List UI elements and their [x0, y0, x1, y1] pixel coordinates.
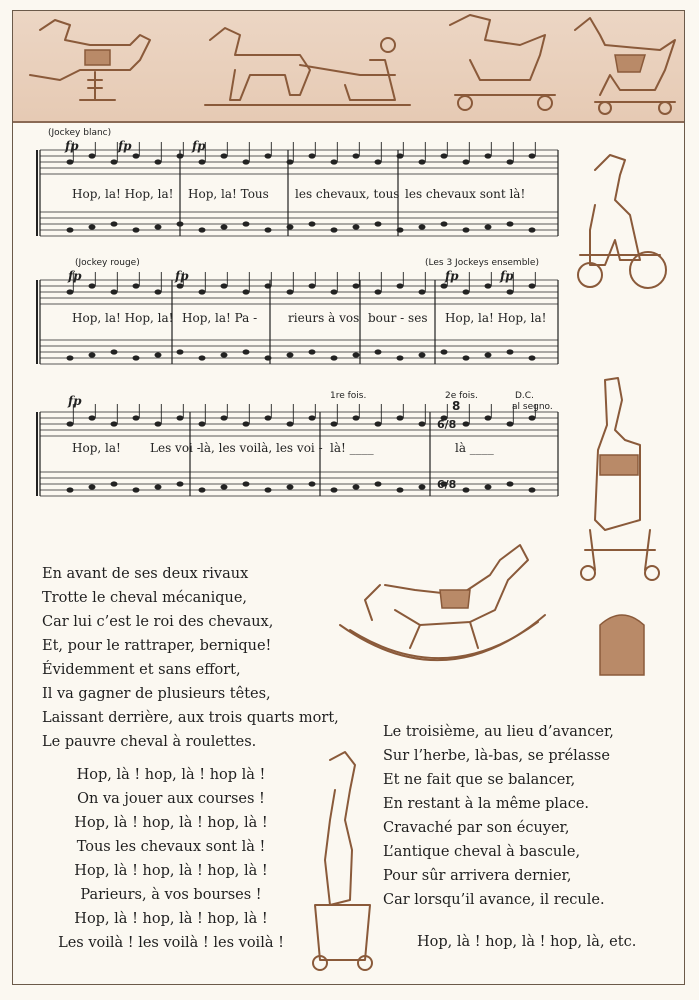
- lyric-syllables: là! ____: [330, 441, 374, 455]
- dynamic-mark: fp: [445, 269, 459, 283]
- volta-second: 2e fois.: [445, 391, 478, 401]
- part-label-jockey-rouge: (Jockey rouge): [75, 258, 140, 268]
- part-label-jockey-blanc: (Jockey blanc): [48, 128, 112, 138]
- right-refrain: Hop, là ! hop, là ! hop, là, etc.: [417, 934, 637, 950]
- verse-line: Et, pour le rattraper, bernique!: [42, 638, 272, 654]
- lyric-syllables: bour - ses: [368, 311, 428, 325]
- verse-line: Cravaché par son écuyer,: [383, 820, 570, 836]
- dynamic-mark: fp: [68, 269, 82, 283]
- mechanical-horse-icon: [581, 378, 659, 580]
- lyric-syllables: Hop, la! Hop, la!: [445, 311, 547, 325]
- time-signature-bass: 6/8: [437, 478, 457, 491]
- verse-line: Le troisième, au lieu d’avancer,: [383, 724, 614, 740]
- lyric-syllables: Hop, la! Hop, la!: [72, 311, 174, 325]
- lyric-syllables: Les voi -: [150, 441, 201, 455]
- verse-line: Car lui c’est le roi des chevaux,: [42, 614, 274, 630]
- refrain-line: On va jouer aux courses !: [77, 791, 265, 807]
- refrain-line: Hop, là ! hop, là ! hop, là !: [74, 911, 268, 927]
- verse-line: L’antique cheval à bascule,: [383, 844, 581, 860]
- verse-line: Pour sûr arrivera dernier,: [383, 868, 572, 884]
- right-stanza: [383, 720, 614, 912]
- dynamic-mark: fp: [68, 394, 82, 408]
- lyric-syllables: les chevaux, tous: [295, 187, 400, 201]
- rocking-horse-icon: [340, 545, 545, 660]
- lyric-syllables: rieurs à vos: [288, 311, 360, 325]
- da-capo-mark: D.C.: [515, 391, 534, 401]
- verse-line: Laissant derrière, aux trois quarts mort,: [42, 710, 339, 726]
- lyric-syllables: Hop, la! Tous: [188, 187, 269, 201]
- verse-line: Il va gagner de plusieurs têtes,: [42, 686, 271, 702]
- dynamic-mark: fp: [192, 139, 206, 153]
- dynamic-mark: fp: [500, 269, 514, 283]
- verse-line: En restant à la même place.: [383, 796, 590, 812]
- time-signature: 6/8: [437, 418, 457, 431]
- left-stanza: [42, 562, 339, 754]
- lyric-syllables: Hop, la! Pa -: [182, 311, 258, 325]
- refrain-line: Les voilà ! les voilà ! les voilà !: [58, 935, 284, 951]
- part-label-ensemble: (Les 3 Jockeys ensemble): [425, 258, 539, 268]
- verse-line: Car lorsqu’il avance, il recule.: [383, 892, 605, 908]
- verse-line: Évidemment et sans effort,: [42, 662, 241, 678]
- refrain-line: Hop, là ! hop, là ! hop là !: [76, 767, 266, 783]
- al-segno-mark: al segno.: [512, 402, 553, 412]
- verse-line: Et ne fait que se balancer,: [383, 772, 576, 788]
- ottava-mark: 8: [452, 399, 461, 413]
- milestone-icon: [600, 615, 644, 675]
- verse-line: Sur l’herbe, là-bas, se prélasse: [383, 748, 610, 764]
- lyric-syllables: les chevaux sont là!: [405, 187, 526, 201]
- lyric-syllables: Hop, la!: [72, 441, 121, 455]
- wooden-horse-icon: [313, 752, 372, 970]
- refrain-line: Parieurs, à vos bourses !: [80, 887, 262, 903]
- left-refrain: [36, 763, 306, 955]
- verse-line: Trotte le cheval mécanique,: [42, 590, 248, 606]
- verse-line: En avant de ses deux rivaux: [42, 566, 249, 582]
- lyric-syllables: là ____: [455, 441, 494, 455]
- wheeled-horse-icon: [578, 155, 666, 288]
- dynamic-mark: fp: [65, 139, 79, 153]
- verse-line: Le pauvre cheval à roulettes.: [42, 734, 257, 750]
- refrain-line: Tous les chevaux sont là !: [76, 839, 266, 855]
- refrain-line: Hop, là ! hop, là ! hop, là !: [74, 863, 268, 879]
- refrain-line: Hop, là ! hop, là ! hop, là !: [74, 815, 268, 831]
- lyric-syllables: là, les voilà, les voi -: [200, 441, 323, 455]
- dynamic-mark: fp: [175, 269, 189, 283]
- volta-first: 1re fois.: [330, 391, 367, 401]
- lyric-syllables: Hop, la! Hop, la!: [72, 187, 174, 201]
- dynamic-mark: fp: [118, 139, 132, 153]
